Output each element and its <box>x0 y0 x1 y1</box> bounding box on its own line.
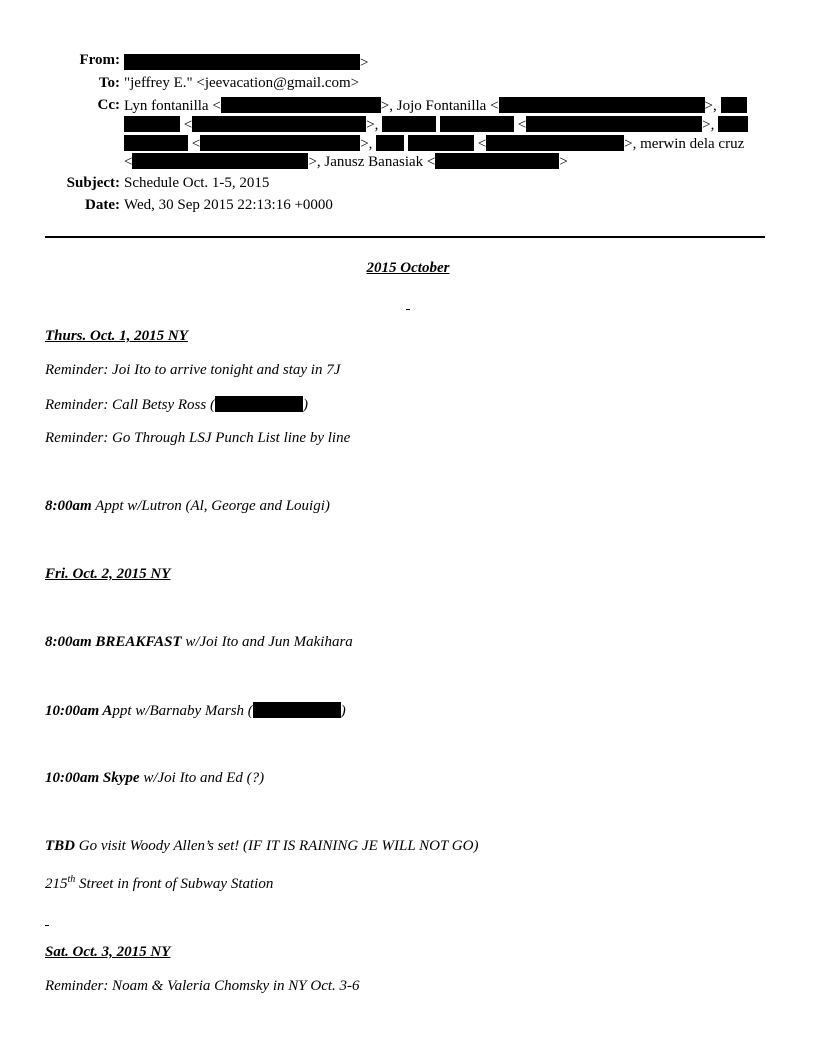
reminder-punch-list: Reminder: Go Through LSJ Punch List line by line <box>45 430 351 446</box>
appt-breakfast-text: w/Joi Ito and Jun Makihara <box>181 634 353 650</box>
redacted-cc-11 <box>200 135 360 151</box>
cc-label: Cc: <box>97 97 120 113</box>
redacted-cc-4 <box>124 116 180 132</box>
appt-skype-time: 10:00am Skype <box>45 770 140 786</box>
header-divider <box>45 236 765 238</box>
cc-jojo: >, Jojo Fontanilla < <box>380 98 499 114</box>
redacted-cc-6 <box>382 116 436 132</box>
date-value: Wed, 30 Sep 2015 22:13:16 +0000 <box>124 197 333 213</box>
redacted-cc-5 <box>192 116 366 132</box>
redacted-cc-13 <box>408 135 474 151</box>
redacted-from <box>124 54 360 70</box>
subject-value: Schedule Oct. 1-5, 2015 <box>124 175 270 191</box>
appt-barnaby-time: 10:00am A <box>45 703 113 719</box>
redacted-cc-3 <box>721 97 747 113</box>
location-suffix: th <box>67 874 76 885</box>
date-label: Date: <box>85 197 120 213</box>
cc-janusz: >, Janusz Banasiak < <box>308 154 436 170</box>
appt-barnaby-text: ppt w/Barnaby Marsh ( <box>112 703 253 719</box>
appt-woody-time: TBD <box>45 838 75 854</box>
redacted-cc-9 <box>718 116 748 132</box>
subject-label: Subject: <box>66 175 120 191</box>
from-label: From: <box>79 52 120 68</box>
month-title: 2015 October <box>366 260 450 276</box>
reminder-chomsky: Reminder: Noam & Valeria Chomsky in NY Oct. 3-6 <box>45 978 360 994</box>
appt-lutron-text: Appt w/Lutron (Al, George and Louigi) <box>91 498 330 514</box>
redacted-cc-8 <box>526 116 702 132</box>
redacted-cc-10 <box>124 135 188 151</box>
redacted-cc-12 <box>376 135 404 151</box>
appt-barnaby: 10:00am Appt w/Barnaby Marsh ( ) <box>45 703 346 719</box>
redacted-phone-1 <box>215 396 303 412</box>
day-heading-oct1: Thurs. Oct. 1, 2015 NY <box>45 328 188 344</box>
appt-breakfast <box>45 634 353 651</box>
cc-lyn: Lyn fontanilla < <box>124 98 221 114</box>
stray-mark <box>406 309 410 310</box>
reminder-joi-ito: Reminder: Joi Ito to arrive tonight and stay in 7J <box>45 362 341 378</box>
to-value: "jeffrey E." <jeevacation@gmail.com> <box>124 75 360 91</box>
location-number: 215 <box>45 876 68 892</box>
location-215th <box>45 874 273 893</box>
reminder-betsy-ross-text: Reminder: Call Betsy Ross ( <box>45 397 215 413</box>
cc-merwin: >, merwin dela cruz <box>624 136 745 152</box>
redacted-phone-2 <box>253 702 341 718</box>
appt-breakfast-time: 8:00am BREAKFAST <box>45 634 182 650</box>
appt-woody-text: Go visit Woody Allen’s set! (IF IT IS RAINING JE WILL NOT GO) <box>75 838 479 854</box>
redacted-cc-15 <box>132 153 308 169</box>
appt-skype-text: w/Joi Ito and Ed (?) <box>139 770 265 786</box>
redacted-cc-14 <box>486 135 624 151</box>
day-heading-oct3: Sat. Oct. 3, 2015 NY <box>45 944 171 960</box>
redacted-cc-1 <box>221 97 381 113</box>
stray-mark-2 <box>45 925 49 926</box>
appt-lutron <box>45 498 330 515</box>
day-heading-oct2: Fri. Oct. 2, 2015 NY <box>45 566 171 582</box>
appt-skype <box>45 770 264 787</box>
reminder-betsy-ross: Reminder: Call Betsy Ross ( ) <box>45 397 308 413</box>
location-text: Street in front of Subway Station <box>75 876 274 892</box>
redacted-cc-7 <box>440 116 514 132</box>
appt-woody-allen <box>45 838 478 855</box>
to-label: To: <box>98 75 120 91</box>
appt-lutron-time: 8:00am <box>45 498 92 514</box>
redacted-cc-16 <box>435 153 559 169</box>
redacted-cc-2 <box>499 97 705 113</box>
